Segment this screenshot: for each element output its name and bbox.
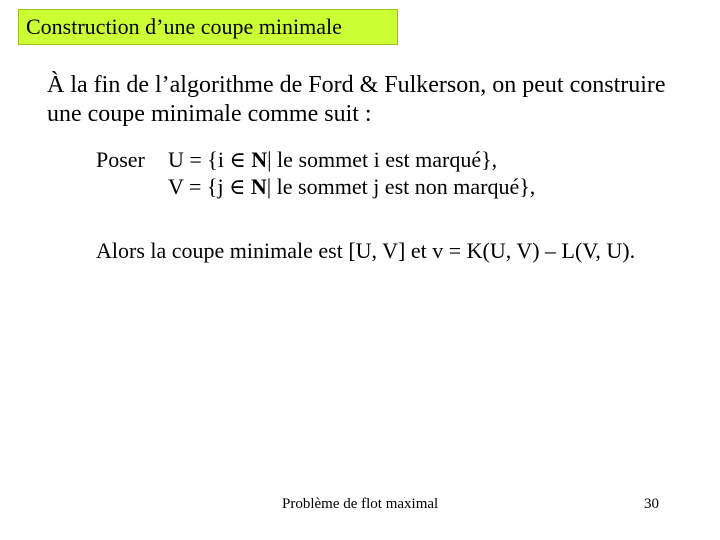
slide-title: Construction d’une coupe minimale xyxy=(26,14,342,39)
v-set-suffix: | le sommet j est non marqué}, xyxy=(266,174,536,199)
intro-line-2: une coupe minimale comme suit : xyxy=(47,101,372,127)
v-set-symbol: N xyxy=(250,174,267,199)
intro-paragraph xyxy=(47,71,687,129)
definition-v-row xyxy=(96,174,535,200)
conclusion-text: Alors la coupe minimale est [U, V] et v = K(U, V) – L(V, U). xyxy=(96,238,636,263)
footer-title: Problème de flot maximal xyxy=(282,496,439,512)
u-set-suffix: | le sommet i est marqué}, xyxy=(267,147,498,172)
intro-line-1: À la fin de l’algorithme de Ford & Fulkerson, on peut construire xyxy=(47,72,666,98)
u-set-prefix: U = {i ∈ xyxy=(168,147,252,172)
v-set-prefix: V = {j ∈ xyxy=(168,174,251,199)
u-set-symbol: N xyxy=(251,147,268,172)
slide-title-box xyxy=(18,9,398,45)
definition-label: Poser xyxy=(96,147,145,172)
definition-u-row xyxy=(96,147,497,173)
page-number: 30 xyxy=(644,496,659,512)
